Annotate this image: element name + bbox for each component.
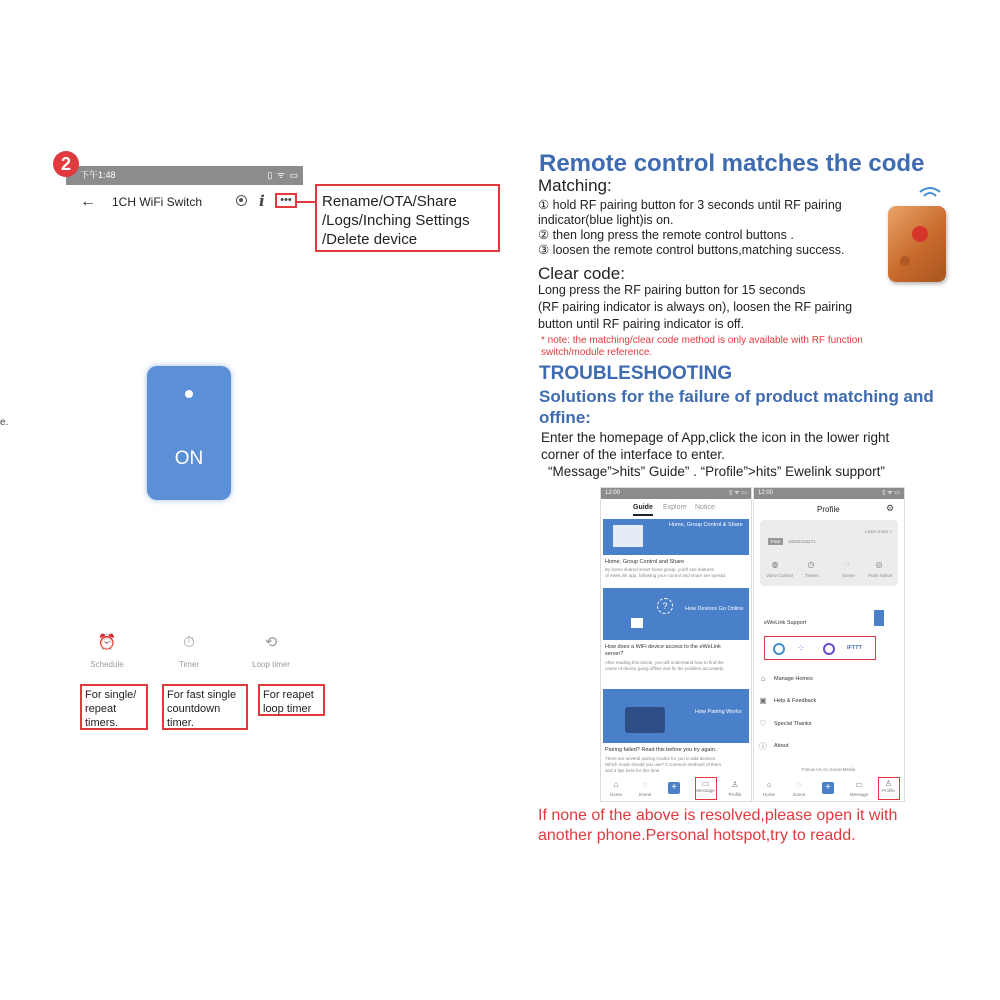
callout-connector xyxy=(297,201,315,203)
guide-card-title: server? xyxy=(605,651,624,657)
tab-guide[interactable]: Guide xyxy=(633,504,653,511)
nav-scene-label[interactable]: Scene xyxy=(792,792,806,797)
final-advice: another phone.Personal hotspot,try to readd. xyxy=(538,827,856,844)
status-icons: ▯ ᯤ ▭ xyxy=(267,170,299,180)
special-thanks-icon: ♡ xyxy=(759,719,767,728)
person-laptop-illustration-icon xyxy=(625,707,665,733)
rf-remote-image xyxy=(888,206,946,282)
loop-timer-label[interactable]: Loop timer xyxy=(252,660,290,669)
note-line: repeat xyxy=(85,703,117,715)
status-time: 下午1:48 xyxy=(80,170,116,180)
mini-status-bar xyxy=(754,488,904,499)
note-line: countdown xyxy=(167,703,221,715)
alexa-icon[interactable] xyxy=(773,643,785,655)
device-icon xyxy=(631,618,643,628)
callout-line-2: /Logs/Inching Settings xyxy=(322,212,470,229)
back-arrow-icon[interactable]: ← xyxy=(80,193,96,210)
mini-status-time: 12:00 xyxy=(605,490,621,496)
matching-step: ① hold RF pairing button for 3 seconds until RF pairing xyxy=(538,198,842,212)
message-nav-icon[interactable]: ▭ xyxy=(855,780,863,789)
schedule-note xyxy=(80,684,148,730)
troubleshooting-line: Enter the homepage of App,click the icon in the lower right xyxy=(541,430,890,445)
mini-status-icons: ▯ ᯤ ▭ xyxy=(729,490,747,496)
note-line: For reapet xyxy=(263,689,314,701)
guide-card-title: How does a WiFi device access to the eWeLink xyxy=(605,644,721,650)
mini-status-time: 12:00 xyxy=(758,490,774,496)
add-device-button[interactable]: + xyxy=(668,782,680,794)
troubleshooting-subtitle: Solutions for the failure of product matching and xyxy=(539,387,934,406)
remote-button-icon xyxy=(900,256,910,266)
add-device-button[interactable]: + xyxy=(822,782,834,794)
guide-card-banner[interactable] xyxy=(603,588,749,640)
wireless-signal-icon xyxy=(917,186,943,200)
edge-mark: e. xyxy=(0,417,9,428)
tab-notice[interactable]: Notice xyxy=(695,504,715,511)
social-footer[interactable]: Follow Us on Social Media xyxy=(802,767,856,772)
banner-title: Home, Group Control & Share xyxy=(669,522,743,528)
scene-nav-icon[interactable]: ◌ xyxy=(642,780,648,789)
home-nav-icon[interactable]: ⌂ xyxy=(766,780,772,789)
timer-note xyxy=(162,684,248,730)
rf-note: switch/module reference. xyxy=(541,347,653,358)
ewelink-support-highlight[interactable] xyxy=(764,636,876,660)
power-toggle-label: ON xyxy=(174,448,204,469)
login-hint[interactable]: Learn more > xyxy=(865,529,892,534)
about-icon: ⓘ xyxy=(759,742,767,751)
schedule-label[interactable]: Schedule xyxy=(90,660,124,669)
note-line: timers. xyxy=(85,717,118,729)
timers-icon[interactable]: ◷ xyxy=(807,560,815,569)
step-badge: 2 xyxy=(53,151,79,177)
guide-card-title: Pairing failed? Read this before you try again. xyxy=(605,747,717,753)
device-title: 1CH WiFi Switch xyxy=(112,195,203,209)
nav-scene-label[interactable]: Scene xyxy=(638,792,652,797)
support-qr-icon xyxy=(874,610,884,626)
guide-card-desc: Which mode should you use? 2 common methods of them xyxy=(605,762,722,767)
nav-message-label: Message xyxy=(696,788,715,793)
question-icon: ? xyxy=(657,598,673,614)
home-nav-icon[interactable]: ⌂ xyxy=(613,780,619,789)
guide-card-desc: cause of device going offline and fix the problem accurately. xyxy=(605,666,724,671)
support-label: eWeLink Support xyxy=(764,620,807,626)
clear-line: (RF pairing indicator is always on), loosen the RF pairing xyxy=(538,300,853,314)
clear-code-heading: Clear code: xyxy=(538,264,625,283)
nav-message-label[interactable]: Message xyxy=(849,792,869,797)
note-line: For fast single xyxy=(167,689,237,701)
note-line: loop timer xyxy=(263,703,312,715)
power-indicator-icon xyxy=(185,390,193,398)
loop-timer-note xyxy=(258,684,325,716)
profile-nav-icon[interactable]: ♙ xyxy=(731,780,739,789)
troubleshooting-line: corner of the interface to enter. xyxy=(541,447,725,462)
nav-profile-label[interactable]: Profile xyxy=(728,792,742,797)
google-assistant-icon[interactable]: ⁘ xyxy=(797,643,805,653)
nav-profile-label: Profile xyxy=(882,788,895,793)
scene-icon[interactable]: ◌ xyxy=(844,560,850,569)
user-id: 15602415271 xyxy=(788,539,816,544)
clear-line: button until RF pairing indicator is off. xyxy=(538,317,745,331)
phone-status-bar xyxy=(66,166,303,185)
settings-icon[interactable]: ⚙ xyxy=(886,503,895,513)
guide-screenshot xyxy=(600,487,752,802)
profile-screenshot xyxy=(753,487,905,802)
tab-explore[interactable]: Explore xyxy=(663,504,687,511)
more-menu-icon[interactable]: ••• xyxy=(275,193,297,208)
message-nav-icon: ▭ xyxy=(701,779,710,788)
more-menu-callout xyxy=(315,184,500,252)
remote-pairing-title: Remote control matches the code xyxy=(539,150,925,177)
troubleshooting-subtitle: offine: xyxy=(539,408,591,427)
profile-title: Profile xyxy=(817,505,840,514)
quick-item-label[interactable]: Push Notice xyxy=(868,573,893,578)
profile-nav-highlight[interactable] xyxy=(878,777,900,800)
note-line: timer. xyxy=(167,717,194,729)
matching-heading: Matching: xyxy=(538,176,612,195)
banner-illustration-icon xyxy=(613,525,643,547)
alarm-clock-icon[interactable]: ⏰ xyxy=(97,634,117,651)
tab-underline xyxy=(633,514,653,516)
matching-step: ② then long press the remote control buttons . xyxy=(538,228,794,242)
troubleshooting-line: “Message”>hits” Guide” . “Profile”>hits” Ewelink support” xyxy=(548,464,885,479)
rf-note: * note: the matching/clear code method is only available with RF function xyxy=(541,335,863,346)
guide-card-title: Home, Group Control and Share xyxy=(605,559,685,565)
note-line: For single/ xyxy=(85,689,137,701)
push-notice-icon[interactable]: ◎ xyxy=(875,560,883,569)
menu-about[interactable]: About xyxy=(774,743,789,749)
menu-special-thanks[interactable]: Special Thanks xyxy=(774,721,812,727)
stopwatch-icon[interactable]: ⏱ xyxy=(183,634,195,651)
ifttt-icon[interactable]: IFTTT xyxy=(847,645,862,651)
troubleshooting-title: TROUBLESHOOTING xyxy=(539,363,733,384)
clear-line: Long press the RF pairing button for 15 seconds xyxy=(538,283,806,297)
callout-line-3: /Delete device xyxy=(322,231,418,248)
matching-step: indicator(blue light)is on. xyxy=(538,213,674,227)
guide-card-desc: and 3 tips here for this time. xyxy=(605,768,661,773)
scene-nav-icon[interactable]: ◌ xyxy=(796,780,802,789)
banner-title: How Pairing Works xyxy=(695,709,742,715)
voice-control-icon[interactable]: ◍ xyxy=(771,560,779,569)
callout-line-1: Rename/OTA/Share xyxy=(322,193,457,210)
nav-home-label[interactable]: Home xyxy=(762,792,775,797)
menu-help-feedback[interactable]: Help & Feedback xyxy=(774,698,817,704)
profile-nav-icon: ♙ xyxy=(884,779,893,788)
help-feedback-icon: ▣ xyxy=(759,696,767,705)
mini-status-bar xyxy=(601,488,751,499)
manage-homes-icon: ⌂ xyxy=(760,674,766,683)
guide-card-banner[interactable] xyxy=(603,519,749,555)
quick-item-label[interactable]: Voice Control xyxy=(766,573,793,578)
guide-card-desc: There are several pairing modes for you to add devices. xyxy=(605,756,717,761)
user-badge: Free xyxy=(768,538,783,545)
user-card[interactable] xyxy=(760,520,898,586)
quick-item-label[interactable]: Timers xyxy=(805,573,819,578)
guide-card-desc: After reading this article, you will understand how to find the xyxy=(605,660,724,665)
quick-item-label[interactable]: Scene xyxy=(842,573,855,578)
mini-status-icons: ▯ ᯤ ▭ xyxy=(882,490,900,496)
menu-manage-homes[interactable]: Manage Homes xyxy=(774,676,813,682)
guide-card-banner[interactable] xyxy=(603,689,749,743)
matching-step: ③ loosen the remote control buttons,matching success. xyxy=(538,243,845,257)
banner-title: How Devices Go Online xyxy=(685,606,744,612)
camera-icon[interactable] xyxy=(236,195,247,206)
guide-card-desc: By home shared smart home group, you'll see features xyxy=(605,567,715,572)
nav-home-label[interactable]: Home xyxy=(609,792,622,797)
timer-label[interactable]: Timer xyxy=(178,660,200,669)
loop-icon[interactable]: ⟲ xyxy=(264,634,278,651)
info-icon[interactable]: i xyxy=(259,192,265,210)
remote-button-icon xyxy=(912,226,928,242)
final-advice: If none of the above is resolved,please open it with xyxy=(538,807,898,824)
power-toggle-button[interactable] xyxy=(147,366,231,500)
alice-icon[interactable] xyxy=(823,643,835,655)
guide-card-desc: of eWeLink app, following your control and share are spread. xyxy=(605,573,727,578)
message-nav-highlight[interactable] xyxy=(695,777,717,800)
